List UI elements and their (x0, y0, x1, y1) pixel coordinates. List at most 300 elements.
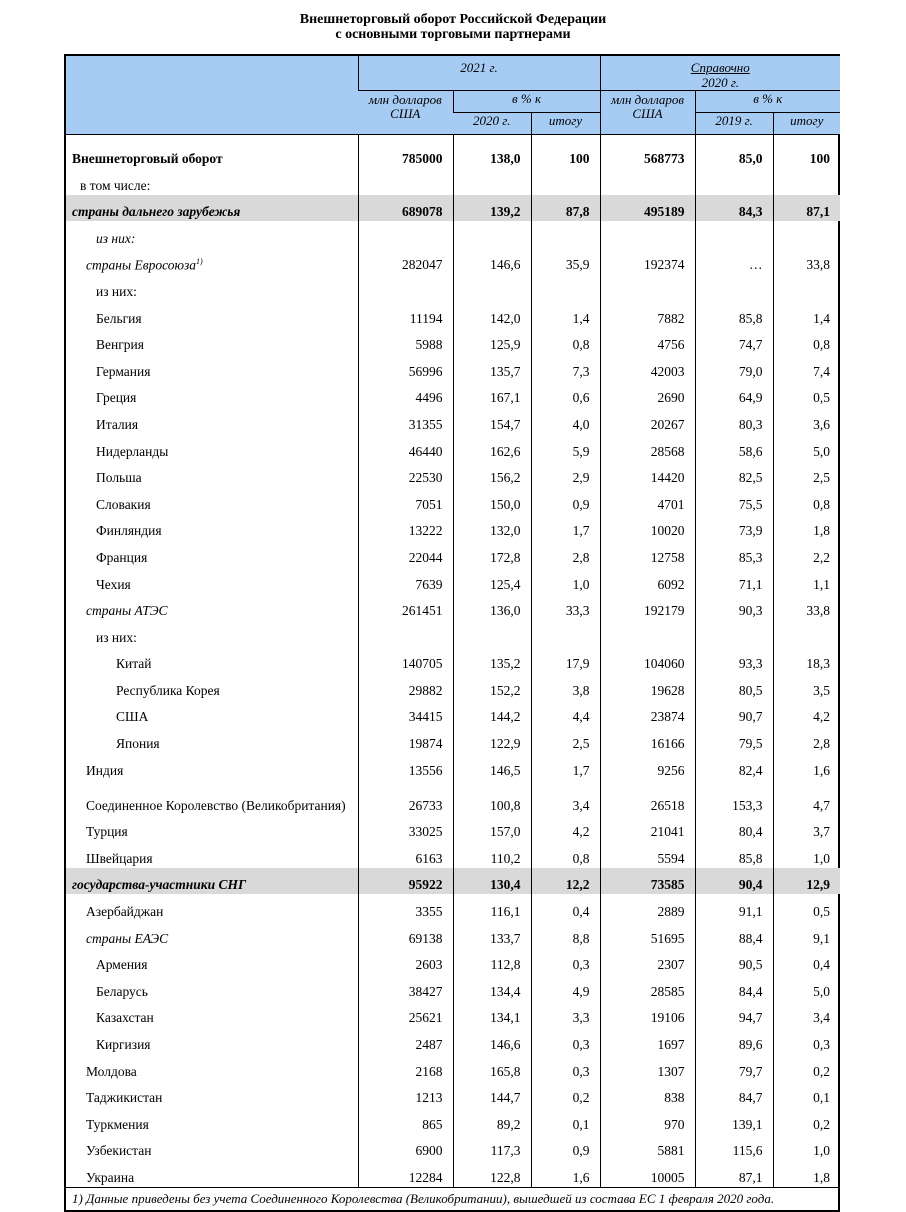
value-pct-total-2020: 12,9 (773, 868, 840, 895)
value-2020-mln-usd: 192179 (600, 594, 695, 621)
value-pct-2019: 79,0 (695, 354, 773, 381)
value-2020-mln-usd: 28568 (600, 434, 695, 461)
row-label: Таджикистан (86, 1090, 163, 1106)
header-reference-2020 (600, 56, 840, 91)
table-row (66, 434, 840, 461)
header-col-total-2020: итогу (773, 113, 840, 135)
value-pct-2020: 142,0 (453, 301, 531, 328)
value-pct-2020: 132,0 (453, 514, 531, 541)
value-pct-total-2020: 0,4 (773, 948, 840, 975)
value-2021-mln-usd: 11194 (358, 301, 453, 328)
value-pct-2019: 82,4 (695, 753, 773, 780)
row-label: Киргизия (96, 1037, 151, 1052)
value-pct-2019: 73,9 (695, 514, 773, 541)
row-label: США (116, 709, 149, 725)
value-2020-mln-usd: 104060 (600, 647, 695, 674)
value-pct-total-2020: 0,2 (773, 1054, 840, 1081)
value-pct-total-2020: 3,6 (773, 407, 840, 434)
value-pct-2019: 85,0 (695, 135, 773, 169)
value-pct-2020: 110,2 (453, 841, 531, 868)
value-pct-total-2021: 0,3 (531, 948, 600, 975)
row-label: Польша (96, 470, 142, 486)
value-pct-total-2021: 1,6 (531, 1160, 600, 1187)
value-pct-total-2020: 0,5 (773, 381, 840, 408)
row-label: Турция (86, 824, 128, 840)
row-label: государства-участники СНГ (66, 868, 358, 895)
row-label: Швейцария (86, 850, 153, 866)
value-pct-total-2020: 5,0 (773, 974, 840, 1001)
value-pct-2020: 125,9 (453, 328, 531, 355)
row-label: Казахстан (96, 1010, 154, 1026)
value-pct-total-2020: 0,1 (773, 1081, 840, 1108)
table-row (66, 1107, 840, 1134)
table-row (66, 514, 840, 541)
value-pct-total-2020: 4,7 (773, 780, 840, 815)
table-row (66, 647, 840, 674)
value-2021-mln-usd: 7051 (358, 487, 453, 514)
value-pct-total-2021: 0,9 (531, 487, 600, 514)
value-2020-mln-usd (600, 620, 695, 647)
value-pct-2020: 162,6 (453, 434, 531, 461)
value-pct-2019: 139,1 (695, 1107, 773, 1134)
value-2020-mln-usd (600, 221, 695, 248)
value-2020-mln-usd: 16166 (600, 726, 695, 753)
value-pct-total-2021: 3,4 (531, 780, 600, 815)
trade-table (66, 56, 840, 1187)
header-pct-of-2020: в % к (695, 91, 840, 113)
row-label: из них: (96, 629, 137, 645)
value-pct-2020: 150,0 (453, 487, 531, 514)
table-row (66, 1160, 840, 1187)
value-pct-total-2020: 2,5 (773, 461, 840, 488)
value-pct-total-2020: 18,3 (773, 647, 840, 674)
value-pct-total-2021: 1,0 (531, 567, 600, 594)
table-row (66, 301, 840, 328)
value-pct-2019: … (695, 248, 773, 275)
value-2021-mln-usd: 4496 (358, 381, 453, 408)
title-line-1: Внешнеторговый оборот Российской Федерации (299, 12, 607, 27)
header-year-2021: 2021 г. (358, 56, 600, 91)
value-pct-total-2021 (531, 620, 600, 647)
value-pct-2020: 122,9 (453, 726, 531, 753)
value-pct-2020: 146,6 (453, 248, 531, 275)
value-2020-mln-usd: 2690 (600, 381, 695, 408)
value-pct-2019 (695, 274, 773, 301)
table-row (66, 921, 840, 948)
value-pct-2020: 100,8 (453, 780, 531, 815)
value-pct-total-2020: 1,1 (773, 567, 840, 594)
table-row (66, 780, 840, 815)
value-2021-mln-usd: 69138 (358, 921, 453, 948)
value-pct-2020: 89,2 (453, 1107, 531, 1134)
row-label: Финляндия (96, 523, 162, 539)
value-pct-2020: 135,7 (453, 354, 531, 381)
value-2020-mln-usd: 5594 (600, 841, 695, 868)
header-mln-usd-2021: млн долларов США (358, 91, 453, 135)
value-2020-mln-usd: 1697 (600, 1027, 695, 1054)
value-2021-mln-usd: 26733 (358, 780, 453, 815)
value-pct-2019: 153,3 (695, 780, 773, 815)
header-col-total-2021: итогу (531, 113, 600, 135)
value-pct-total-2021: 2,8 (531, 540, 600, 567)
value-2021-mln-usd: 261451 (358, 594, 453, 621)
row-label: Бельгия (96, 310, 142, 326)
value-2020-mln-usd: 21041 (600, 815, 695, 842)
value-pct-2020 (453, 168, 531, 195)
value-2021-mln-usd: 785000 (358, 135, 453, 169)
value-pct-2020: 133,7 (453, 921, 531, 948)
table-row (66, 135, 840, 169)
row-label: страны дальнего зарубежья (66, 195, 358, 222)
value-pct-2019: 94,7 (695, 1001, 773, 1028)
value-pct-total-2020: 0,8 (773, 328, 840, 355)
row-label: Украина (86, 1169, 135, 1185)
value-2021-mln-usd (358, 274, 453, 301)
value-pct-2019: 79,5 (695, 726, 773, 753)
value-2021-mln-usd: 13222 (358, 514, 453, 541)
value-pct-total-2021: 12,2 (531, 868, 600, 895)
value-pct-2019: 91,1 (695, 894, 773, 921)
page-title (0, 12, 906, 42)
row-label: страны ЕАЭС (86, 930, 169, 946)
value-pct-2019: 90,7 (695, 700, 773, 727)
table-row (66, 195, 840, 222)
row-label: страны АТЭС (86, 603, 168, 619)
value-pct-total-2020 (773, 274, 840, 301)
row-label: Республика Корея (116, 682, 220, 698)
table-row (66, 274, 840, 301)
row-label: Нидерланды (96, 443, 169, 459)
row-label: Беларусь (96, 983, 148, 999)
value-pct-total-2020: 5,0 (773, 434, 840, 461)
value-2020-mln-usd: 19106 (600, 1001, 695, 1028)
value-pct-total-2021 (531, 168, 600, 195)
value-pct-total-2020 (773, 168, 840, 195)
row-label: Соединенное Королевство (Великобритания) (86, 797, 346, 813)
value-pct-total-2021: 100 (531, 135, 600, 169)
value-2020-mln-usd: 192374 (600, 248, 695, 275)
value-2021-mln-usd: 31355 (358, 407, 453, 434)
value-pct-2019: 115,6 (695, 1134, 773, 1161)
value-2020-mln-usd: 51695 (600, 921, 695, 948)
value-2020-mln-usd (600, 274, 695, 301)
table-row (66, 815, 840, 842)
value-2021-mln-usd: 19874 (358, 726, 453, 753)
value-pct-total-2021 (531, 221, 600, 248)
value-pct-total-2020: 9,1 (773, 921, 840, 948)
table-row (66, 248, 840, 275)
value-pct-total-2020: 4,2 (773, 700, 840, 727)
value-2020-mln-usd: 495189 (600, 195, 695, 222)
value-2020-mln-usd: 4701 (600, 487, 695, 514)
value-pct-total-2021: 87,8 (531, 195, 600, 222)
value-pct-2019: 74,7 (695, 328, 773, 355)
value-pct-2020: 154,7 (453, 407, 531, 434)
value-2020-mln-usd: 28585 (600, 974, 695, 1001)
value-pct-total-2021: 33,3 (531, 594, 600, 621)
row-label: в том числе: (80, 177, 151, 193)
value-pct-2020: 122,8 (453, 1160, 531, 1187)
table-row (66, 948, 840, 975)
row-label: Индия (86, 762, 124, 778)
row-label: Туркмения (86, 1116, 149, 1132)
table-row (66, 407, 840, 434)
row-label: Чехия (96, 576, 131, 592)
value-pct-2019: 84,4 (695, 974, 773, 1001)
value-pct-total-2020: 0,8 (773, 487, 840, 514)
value-pct-total-2021: 2,9 (531, 461, 600, 488)
value-2021-mln-usd: 25621 (358, 1001, 453, 1028)
table-row (66, 620, 840, 647)
value-pct-total-2021: 0,3 (531, 1027, 600, 1054)
value-2020-mln-usd: 6092 (600, 567, 695, 594)
value-pct-total-2020: 1,4 (773, 301, 840, 328)
value-2020-mln-usd: 14420 (600, 461, 695, 488)
value-2021-mln-usd: 2487 (358, 1027, 453, 1054)
value-2020-mln-usd: 2307 (600, 948, 695, 975)
value-pct-2019: 87,1 (695, 1160, 773, 1187)
table-row (66, 354, 840, 381)
value-pct-2019: 85,8 (695, 841, 773, 868)
value-2020-mln-usd: 20267 (600, 407, 695, 434)
value-pct-2020: 167,1 (453, 381, 531, 408)
header-pct-of-2021: в % к (453, 91, 600, 113)
value-pct-2019: 93,3 (695, 647, 773, 674)
value-pct-total-2020: 3,4 (773, 1001, 840, 1028)
value-pct-2020: 134,4 (453, 974, 531, 1001)
row-label: Япония (116, 736, 160, 752)
value-2021-mln-usd: 38427 (358, 974, 453, 1001)
value-pct-total-2021: 0,8 (531, 841, 600, 868)
value-2021-mln-usd: 46440 (358, 434, 453, 461)
value-pct-2020: 152,2 (453, 673, 531, 700)
value-pct-total-2020: 1,0 (773, 1134, 840, 1161)
value-2021-mln-usd (358, 221, 453, 248)
header-reference: Справочно (690, 60, 750, 75)
title-line-2: с основными торговыми партнерами (335, 27, 571, 42)
row-label: Германия (96, 363, 151, 379)
value-pct-total-2021: 0,4 (531, 894, 600, 921)
value-pct-total-2021: 4,0 (531, 407, 600, 434)
value-pct-total-2020: 100 (773, 135, 840, 169)
trade-table-container (64, 54, 840, 1212)
header-label-cell (66, 56, 358, 135)
value-pct-2019: 82,5 (695, 461, 773, 488)
value-pct-total-2021: 17,9 (531, 647, 600, 674)
value-pct-2020: 144,2 (453, 700, 531, 727)
footnote: 1) Данные приведены без учета Соединенного Королевства (Великобритании), вышедшей из состава ЕС 1 февраля 2020 года. (66, 1187, 838, 1210)
table-row (66, 868, 840, 895)
value-pct-total-2021: 1,4 (531, 301, 600, 328)
row-label: Словакия (96, 496, 151, 512)
value-pct-2020: 157,0 (453, 815, 531, 842)
header-col-2020: 2020 г. (453, 113, 531, 135)
table-row (66, 487, 840, 514)
value-pct-2019 (695, 221, 773, 248)
value-2021-mln-usd: 29882 (358, 673, 453, 700)
table-row (66, 381, 840, 408)
value-pct-2019: 90,5 (695, 948, 773, 975)
value-pct-total-2021: 7,3 (531, 354, 600, 381)
header-mln-usd-2020: млн долларов США (600, 91, 695, 135)
table-row (66, 540, 840, 567)
value-2020-mln-usd: 12758 (600, 540, 695, 567)
value-pct-2020 (453, 274, 531, 301)
value-pct-2020: 165,8 (453, 1054, 531, 1081)
value-2021-mln-usd: 12284 (358, 1160, 453, 1187)
value-pct-total-2020: 2,8 (773, 726, 840, 753)
value-pct-2019: 80,5 (695, 673, 773, 700)
value-2021-mln-usd: 1213 (358, 1081, 453, 1108)
value-pct-total-2020: 1,0 (773, 841, 840, 868)
value-pct-total-2020: 2,2 (773, 540, 840, 567)
value-pct-2020: 146,5 (453, 753, 531, 780)
value-pct-2020 (453, 221, 531, 248)
value-2021-mln-usd: 56996 (358, 354, 453, 381)
value-pct-total-2020: 1,6 (773, 753, 840, 780)
value-pct-total-2021: 3,8 (531, 673, 600, 700)
value-pct-2020: 146,6 (453, 1027, 531, 1054)
value-pct-total-2020: 1,8 (773, 514, 840, 541)
value-pct-total-2020: 33,8 (773, 594, 840, 621)
row-label: из них: (96, 230, 136, 246)
row-label: страны Евросоюза$^{1)}$ (86, 256, 203, 273)
value-pct-2019: 90,4 (695, 868, 773, 895)
value-pct-2019: 88,4 (695, 921, 773, 948)
table-row (66, 700, 840, 727)
value-pct-total-2021: 1,7 (531, 753, 600, 780)
value-pct-2020: 117,3 (453, 1134, 531, 1161)
value-pct-2020: 112,8 (453, 948, 531, 975)
value-pct-2019: 58,6 (695, 434, 773, 461)
value-2021-mln-usd: 5988 (358, 328, 453, 355)
table-row (66, 567, 840, 594)
value-pct-total-2021: 4,4 (531, 700, 600, 727)
value-2020-mln-usd: 10020 (600, 514, 695, 541)
value-pct-total-2020: 33,8 (773, 248, 840, 275)
table-row (66, 974, 840, 1001)
value-2020-mln-usd: 970 (600, 1107, 695, 1134)
table-row (66, 1134, 840, 1161)
value-pct-total-2020 (773, 221, 840, 248)
value-2021-mln-usd: 33025 (358, 815, 453, 842)
row-label: Молдова (86, 1063, 137, 1079)
table-row (66, 328, 840, 355)
table-row (66, 894, 840, 921)
value-2020-mln-usd: 10005 (600, 1160, 695, 1187)
value-pct-2019: 80,3 (695, 407, 773, 434)
value-2020-mln-usd: 26518 (600, 780, 695, 815)
value-pct-total-2021: 0,6 (531, 381, 600, 408)
value-pct-2020: 144,7 (453, 1081, 531, 1108)
row-label: Италия (96, 416, 139, 432)
row-label: из них: (96, 283, 137, 299)
value-pct-total-2021: 0,1 (531, 1107, 600, 1134)
row-label: Венгрия (96, 337, 144, 353)
value-2021-mln-usd: 865 (358, 1107, 453, 1134)
value-2020-mln-usd: 73585 (600, 868, 695, 895)
row-label: Внешнеторговый оборот (72, 151, 223, 166)
value-2020-mln-usd: 9256 (600, 753, 695, 780)
value-2021-mln-usd: 6900 (358, 1134, 453, 1161)
value-pct-total-2021: 0,3 (531, 1054, 600, 1081)
value-pct-2020: 134,1 (453, 1001, 531, 1028)
value-2021-mln-usd: 3355 (358, 894, 453, 921)
header-year-2020: 2020 г. (701, 75, 739, 90)
value-2021-mln-usd: 22044 (358, 540, 453, 567)
value-pct-total-2021: 0,2 (531, 1081, 600, 1108)
value-pct-total-2020: 1,8 (773, 1160, 840, 1187)
value-pct-2020: 136,0 (453, 594, 531, 621)
value-2020-mln-usd: 2889 (600, 894, 695, 921)
value-pct-2020: 172,8 (453, 540, 531, 567)
table-row (66, 168, 840, 195)
value-2021-mln-usd (358, 620, 453, 647)
row-label: Армения (96, 957, 148, 973)
table-row (66, 1027, 840, 1054)
value-pct-total-2021: 2,5 (531, 726, 600, 753)
value-pct-2020: 138,0 (453, 135, 531, 169)
value-pct-total-2021: 5,9 (531, 434, 600, 461)
table-row (66, 1001, 840, 1028)
value-pct-2019: 84,3 (695, 195, 773, 222)
value-2020-mln-usd: 568773 (600, 135, 695, 169)
value-2021-mln-usd: 282047 (358, 248, 453, 275)
value-pct-total-2021: 0,9 (531, 1134, 600, 1161)
value-2020-mln-usd: 23874 (600, 700, 695, 727)
value-2020-mln-usd: 7882 (600, 301, 695, 328)
table-row (66, 1054, 840, 1081)
row-label: Азербайджан (86, 904, 164, 920)
value-pct-2020: 125,4 (453, 567, 531, 594)
value-2021-mln-usd: 140705 (358, 647, 453, 674)
value-pct-total-2020: 87,1 (773, 195, 840, 222)
value-pct-2019: 80,4 (695, 815, 773, 842)
value-2021-mln-usd: 13556 (358, 753, 453, 780)
value-pct-total-2021: 1,7 (531, 514, 600, 541)
value-2021-mln-usd: 689078 (358, 195, 453, 222)
value-pct-total-2020: 3,5 (773, 673, 840, 700)
value-pct-2019: 85,3 (695, 540, 773, 567)
value-pct-total-2021: 8,8 (531, 921, 600, 948)
table-row (66, 221, 840, 248)
value-pct-total-2021: 4,9 (531, 974, 600, 1001)
value-pct-total-2020: 3,7 (773, 815, 840, 842)
value-2021-mln-usd: 95922 (358, 868, 453, 895)
table-row (66, 461, 840, 488)
value-pct-total-2021 (531, 274, 600, 301)
value-pct-total-2020: 0,3 (773, 1027, 840, 1054)
value-pct-2019: 71,1 (695, 567, 773, 594)
value-pct-2020 (453, 620, 531, 647)
table-row (66, 726, 840, 753)
row-label: Узбекистан (86, 1143, 152, 1159)
value-pct-total-2021: 3,3 (531, 1001, 600, 1028)
value-pct-2020: 156,2 (453, 461, 531, 488)
value-pct-2019: 64,9 (695, 381, 773, 408)
value-pct-2019 (695, 168, 773, 195)
row-label: Франция (96, 549, 148, 565)
value-2021-mln-usd: 34415 (358, 700, 453, 727)
value-2021-mln-usd: 6163 (358, 841, 453, 868)
value-pct-total-2020: 0,5 (773, 894, 840, 921)
value-pct-2019 (695, 620, 773, 647)
table-row (66, 673, 840, 700)
value-2021-mln-usd: 2168 (358, 1054, 453, 1081)
value-pct-total-2021: 4,2 (531, 815, 600, 842)
value-pct-total-2020 (773, 620, 840, 647)
value-pct-2019: 84,7 (695, 1081, 773, 1108)
